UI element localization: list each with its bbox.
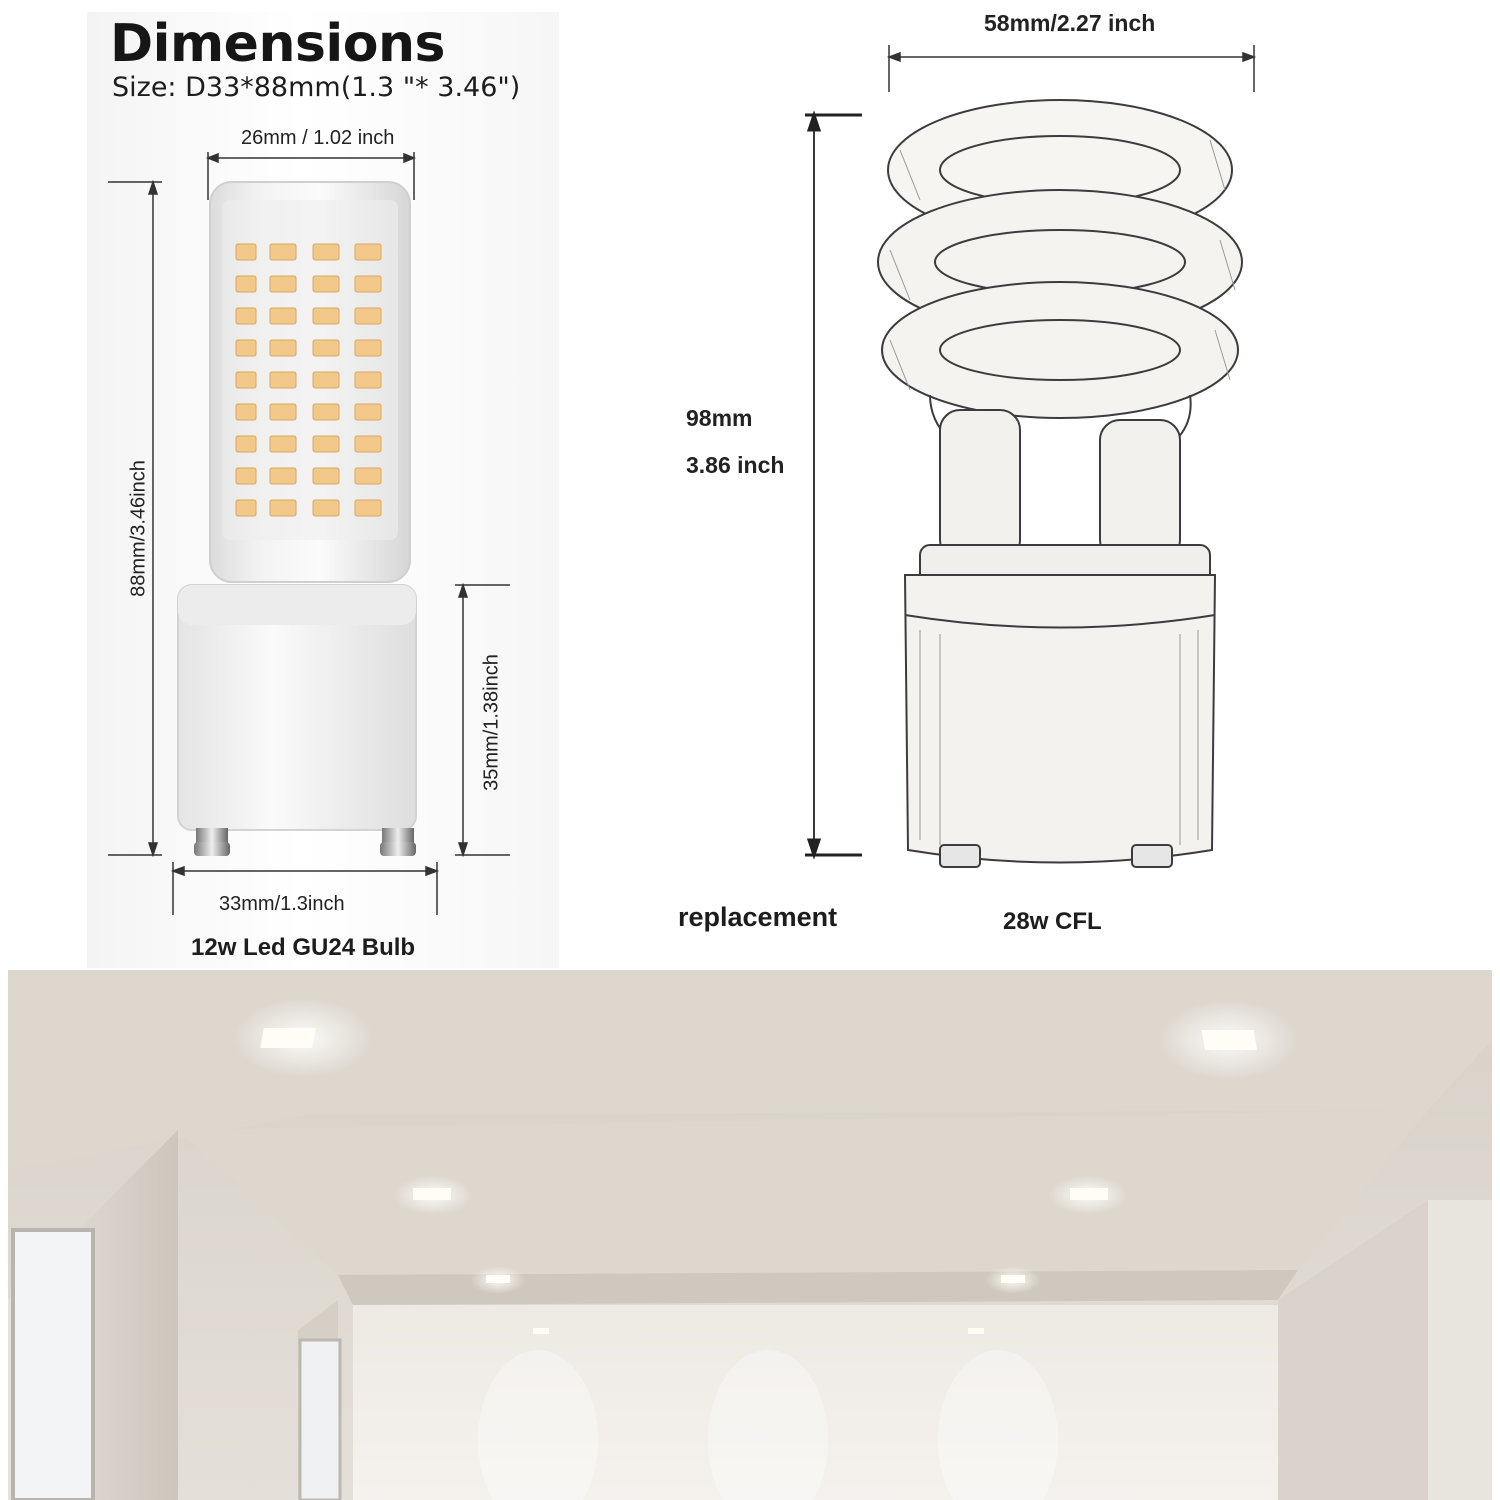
led-pins xyxy=(194,828,416,856)
cfl-height-in-label: 3.86 inch xyxy=(686,452,785,478)
led-chip xyxy=(355,308,381,324)
led-base-height-label: 35mm/1.38inch xyxy=(480,654,503,791)
led-chip xyxy=(313,372,339,388)
led-chip xyxy=(236,276,256,292)
led-top-width-label: 26mm / 1.02 inch xyxy=(241,127,395,149)
led-chip xyxy=(270,404,296,420)
replacement-label: replacement xyxy=(678,902,838,932)
led-chip xyxy=(313,404,339,420)
led-chip xyxy=(236,372,256,388)
led-chip xyxy=(270,244,296,260)
led-chip xyxy=(270,276,296,292)
led-chip xyxy=(270,340,296,356)
size-text: Size: D33*88mm(1.3 "* 3.46") xyxy=(112,72,521,103)
led-chip xyxy=(355,372,381,388)
led-chip xyxy=(313,500,339,516)
led-base-width-label: 33mm/1.3inch xyxy=(219,893,345,915)
led-chip xyxy=(313,436,339,452)
led-chip xyxy=(355,276,381,292)
led-chip xyxy=(270,308,296,324)
led-caption: 12w Led GU24 Bulb xyxy=(191,934,416,961)
led-chip xyxy=(313,276,339,292)
cfl-caption: 28w CFL xyxy=(1003,908,1102,935)
led-chip xyxy=(355,436,381,452)
led-height-label: 88mm/3.46inch xyxy=(127,460,150,597)
led-chip xyxy=(355,468,381,484)
led-chip xyxy=(355,340,381,356)
led-chip xyxy=(313,468,339,484)
led-chip xyxy=(355,500,381,516)
led-chip xyxy=(313,244,339,260)
cfl-height-dimension xyxy=(805,115,862,855)
page-title: Dimensions xyxy=(110,14,445,74)
led-chip xyxy=(236,308,256,324)
led-chip xyxy=(313,308,339,324)
led-chip xyxy=(236,244,256,260)
led-chip xyxy=(236,468,256,484)
led-chip xyxy=(236,340,256,356)
led-chip xyxy=(313,340,339,356)
room-ceiling-photo xyxy=(8,970,1492,1500)
led-chip xyxy=(236,436,256,452)
led-chip xyxy=(270,468,296,484)
room-illustration xyxy=(8,970,1492,1500)
cfl-height-mm-label: 98mm xyxy=(686,405,753,431)
led-chip xyxy=(270,500,296,516)
led-chip xyxy=(236,500,256,516)
led-chip xyxy=(236,404,256,420)
cfl-bulb-sketch xyxy=(878,100,1242,867)
led-chip xyxy=(270,436,296,452)
led-chip xyxy=(355,244,381,260)
led-chip xyxy=(270,372,296,388)
led-chip xyxy=(355,404,381,420)
cfl-width-label: 58mm/2.27 inch xyxy=(984,10,1156,36)
cfl-width-dimension xyxy=(889,45,1254,92)
